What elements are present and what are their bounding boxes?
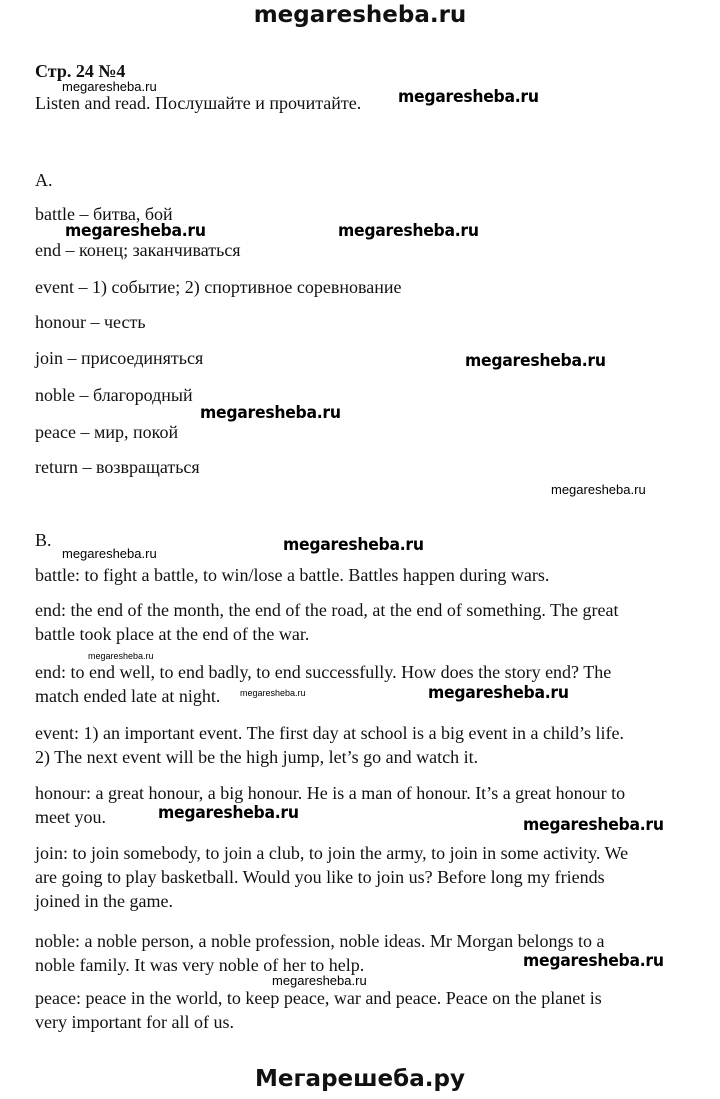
example-line: battle: to fight a battle, to win/lose a battle. Battles happen during wars. — [35, 565, 550, 585]
exercise-title: Стр. 24 №4 — [35, 61, 126, 81]
vocab-item: noble – благородный — [35, 385, 193, 405]
example-line: end: to end well, to end badly, to end successfully. How does the story end? The — [35, 662, 612, 682]
example-line: honour: a great honour, a big honour. He is a man of honour. It’s a great honour to — [35, 783, 626, 803]
watermark: megaresheba.ru — [158, 803, 299, 823]
watermark: megaresheba.ru — [465, 351, 606, 371]
vocab-item: honour – честь — [35, 312, 146, 332]
example-line: event: 1) an important event. The first day at school is a big event in a child’s life. — [35, 723, 625, 743]
watermark: megaresheba.ru — [200, 403, 341, 423]
example-line: join: to join somebody, to join a club, to join the army, to join in some activity. We — [35, 843, 629, 863]
example-line: very important for all of us. — [35, 1012, 234, 1032]
example-line: are going to play basketball. Would you like to join us? Before long my friends — [35, 867, 605, 887]
site-footer[interactable]: Мегарешеба.ру — [255, 1066, 465, 1092]
watermark: megaresheba.ru — [240, 688, 306, 698]
example-line: 2) The next event will be the high jump, let’s go and watch it. — [35, 747, 479, 767]
watermark: megaresheba.ru — [62, 79, 157, 94]
watermark: megaresheba.ru — [523, 815, 664, 835]
watermark: megaresheba.ru — [283, 535, 424, 555]
example-line: battle took place at the end of the war. — [35, 624, 310, 644]
watermark: megaresheba.ru — [523, 951, 664, 971]
section-b-label: B. — [35, 530, 52, 550]
vocab-item: peace – мир, покой — [35, 422, 179, 442]
example-line: joined in the game. — [35, 891, 173, 911]
watermark: megaresheba.ru — [551, 482, 646, 497]
instruction: Listen and read. Послушайте и прочитайте. — [35, 93, 362, 113]
watermark: megaresheba.ru — [428, 683, 569, 703]
example-line: end: the end of the month, the end of the road, at the end of something. The great — [35, 600, 619, 620]
watermark: megaresheba.ru — [88, 651, 154, 661]
watermark: megaresheba.ru — [272, 973, 367, 988]
watermark: megaresheba.ru — [62, 546, 157, 561]
vocab-item: event – 1) событие; 2) спортивное соревнование — [35, 277, 402, 297]
vocab-item: end – конец; заканчиваться — [35, 240, 241, 260]
vocab-item: return – возвращаться — [35, 457, 200, 477]
vocab-item: join – присоединяться — [35, 348, 204, 368]
vocab-item: battle – битва, бой — [35, 204, 173, 224]
example-line: match ended late at night. — [35, 686, 221, 706]
watermark: megaresheba.ru — [65, 221, 206, 241]
site-header[interactable]: megaresheba.ru — [253, 2, 467, 28]
watermark: megaresheba.ru — [338, 221, 479, 241]
example-line: peace: peace in the world, to keep peace, war and peace. Peace on the planet is — [35, 988, 602, 1008]
section-a-label: A. — [35, 170, 53, 190]
example-line: meet you. — [35, 807, 106, 827]
example-line: noble family. It was very noble of her to help. — [35, 955, 365, 975]
example-line: noble: a noble person, a noble profession, noble ideas. Mr Morgan belongs to a — [35, 931, 605, 951]
watermark: megaresheba.ru — [398, 87, 539, 107]
